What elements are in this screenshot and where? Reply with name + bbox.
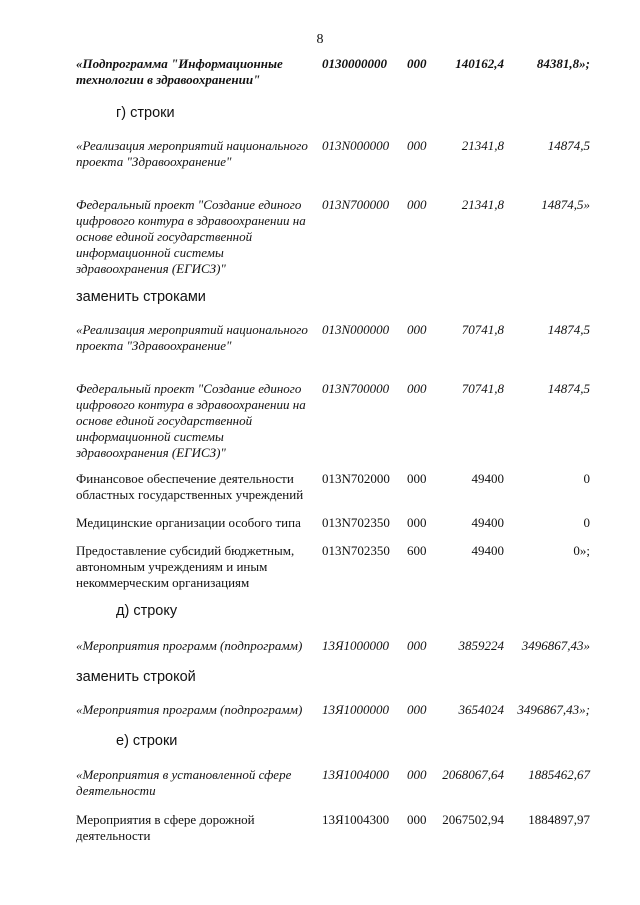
- row-value-1: 49400: [471, 471, 504, 486]
- row-vr: 000: [407, 812, 427, 827]
- row-vr: 000: [407, 56, 427, 71]
- row-code: 013N000000: [322, 138, 390, 153]
- row-vr: 600: [407, 543, 427, 558]
- row-value-1: 49400: [471, 515, 504, 530]
- row-value-2: 14874,5: [547, 322, 590, 337]
- row-vr: 000: [407, 381, 427, 396]
- row-vr: 000: [407, 767, 427, 782]
- row-value-2: 0: [583, 471, 590, 486]
- row-value-1: 2068067,64: [442, 767, 504, 782]
- row-vr: 000: [407, 197, 427, 212]
- instruction-d: д) строку: [116, 603, 178, 619]
- row-name: «Мероприятия программ (подпрограмм): [76, 702, 303, 717]
- instruction-g: г) строки: [116, 105, 175, 121]
- row-vr: 000: [407, 638, 427, 653]
- row-value-1: 70741,8: [461, 322, 504, 337]
- row-code: 13Я1004000: [322, 767, 390, 782]
- row-value-2: 0: [583, 515, 590, 530]
- row-code: 0130000000: [322, 56, 387, 71]
- row-name: «Реализация мероприятий национального проекта "Здравоохранение": [76, 138, 308, 169]
- row-name: «Мероприятия в установленной сфере деятельности: [76, 767, 292, 798]
- row-value-2: 14874,5: [547, 381, 590, 396]
- row-value-2: 14874,5»: [541, 197, 590, 212]
- row-value-2: 3496867,43»: [521, 638, 590, 653]
- page-number: 8: [316, 32, 324, 47]
- row-code: 013N702000: [322, 471, 390, 486]
- row-value-2: 3496867,43»;: [517, 702, 590, 717]
- row-value-2: 14874,5: [547, 138, 590, 153]
- instruction-replace-row: заменить строкой: [76, 669, 196, 685]
- row-value-1: 70741,8: [461, 381, 504, 396]
- row-value-1: 2067502,94: [442, 812, 504, 827]
- row-value-1: 21341,8: [461, 197, 504, 212]
- row-code: 13Я1004300: [322, 812, 390, 827]
- row-vr: 000: [407, 515, 427, 530]
- row-vr: 000: [407, 322, 427, 337]
- row-name: «Реализация мероприятий национального проекта "Здравоохранение": [76, 322, 308, 353]
- row-code: 013N700000: [322, 381, 390, 396]
- row-code: 013N700000: [322, 197, 390, 212]
- row-value-1: 140162,4: [455, 56, 504, 71]
- row-value-2: 1885462,67: [528, 767, 590, 782]
- row-vr: 000: [407, 138, 427, 153]
- row-vr: 000: [407, 702, 427, 717]
- row-code: 13Я1000000: [322, 702, 390, 717]
- row-name: Финансовое обеспечение деятельности областных государственных учреждений: [76, 471, 304, 502]
- row-name: «Подпрограмма "Информационные технологии в здравоохранении": [76, 56, 283, 87]
- row-value-1: 21341,8: [461, 138, 504, 153]
- row-value-2: 0»;: [573, 543, 590, 558]
- row-code: 13Я1000000: [322, 638, 390, 653]
- row-value-1: 49400: [471, 543, 504, 558]
- row-name: Федеральный проект "Создание единого цифрового контура в здравоохранении на основе единой государственной информационной системы здравоохранения (ЕГИСЗ)": [76, 197, 306, 276]
- row-vr: 000: [407, 471, 427, 486]
- instruction-e: е) строки: [116, 733, 178, 749]
- row-value-2: 1884897,97: [528, 812, 590, 827]
- row-name: Предоставление субсидий бюджетным, автономным учреждениям и иным некоммерческим организациям: [76, 543, 295, 590]
- row-code: 013N702350: [322, 515, 390, 530]
- row-name: «Мероприятия программ (подпрограмм): [76, 638, 303, 653]
- row-value-1: 3654024: [458, 702, 504, 717]
- row-name: Федеральный проект "Создание единого цифрового контура в здравоохранении на основе единой государственной информационной системы здравоохранения (ЕГИСЗ)": [76, 381, 306, 460]
- row-name: Мероприятия в сфере дорожной деятельности: [76, 812, 255, 843]
- row-name: Медицинские организации особого типа: [76, 515, 301, 530]
- row-value-1: 3859224: [458, 638, 504, 653]
- row-value-2: 84381,8»;: [536, 56, 590, 71]
- row-code: 013N000000: [322, 322, 390, 337]
- row-code: 013N702350: [322, 543, 390, 558]
- instruction-replace-rows: заменить строками: [76, 289, 206, 305]
